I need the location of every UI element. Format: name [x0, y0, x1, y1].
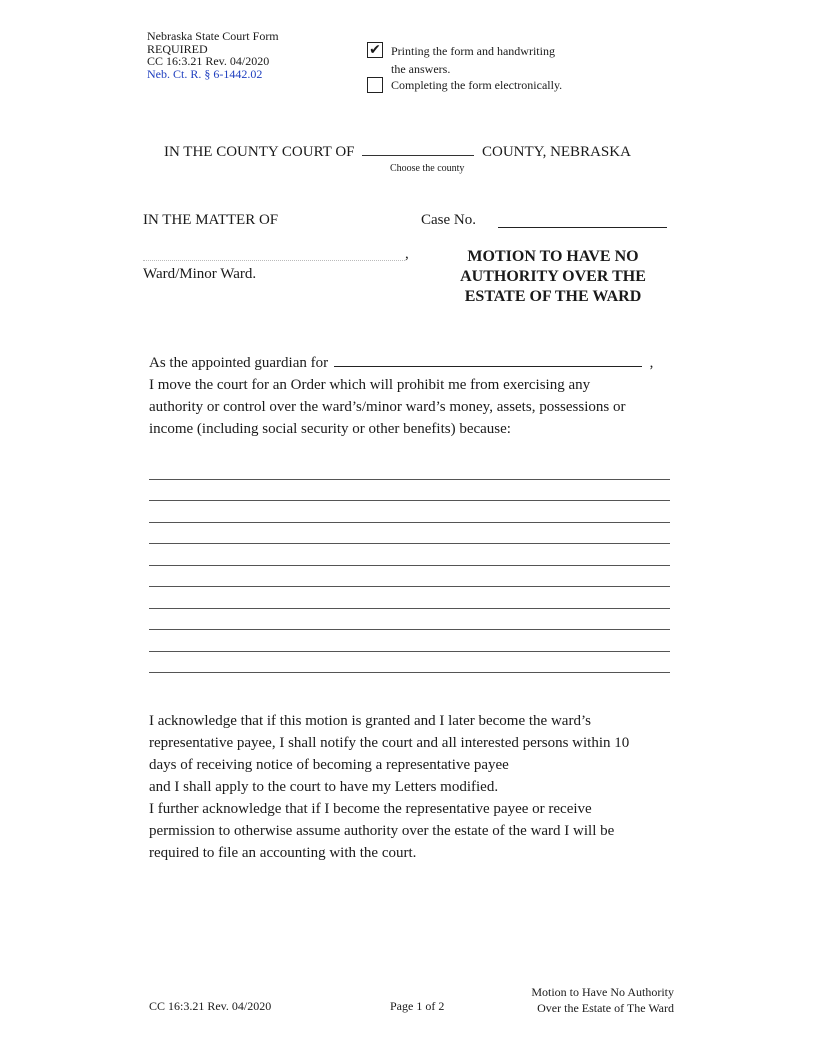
ack-line: required to file an accounting with the court.	[149, 845, 417, 861]
reason-line[interactable]	[149, 672, 670, 673]
reason-line[interactable]	[149, 586, 670, 587]
print-option-checkbox[interactable]	[367, 42, 383, 58]
motion-line: I move the court for an Order which will prohibit me from exercising any	[149, 377, 591, 393]
court-rule-link[interactable]: Neb. Ct. R. § 6-1442.02	[147, 66, 263, 81]
electronic-option-label: Completing the form electronically.	[391, 78, 563, 92]
reason-line[interactable]	[149, 500, 670, 501]
ack-line: representative payee, I shall notify the court and all interested persons within 10	[149, 735, 630, 751]
footer-page-number: Page 1 of 2	[390, 999, 445, 1013]
ack-line: I acknowledge that if this motion is granted and I later become the ward’s	[149, 713, 591, 729]
electronic-option-checkbox[interactable]	[367, 77, 383, 93]
ward-name-guardian-input[interactable]	[334, 352, 642, 367]
form-header	[147, 30, 279, 80]
county-input[interactable]	[362, 141, 474, 156]
court-suffix: COUNTY, NEBRASKA	[482, 144, 631, 160]
ack-line: I further acknowledge that if I become the representative payee or receive	[149, 801, 592, 817]
reason-line[interactable]	[149, 479, 670, 480]
footer-form-id: CC 16:3.21 Rev. 04/2020	[149, 999, 272, 1013]
court-prefix: IN THE COUNTY COURT OF	[164, 144, 355, 160]
ack-line: days of receiving notice of becoming a representative payee	[149, 757, 509, 773]
ward-name-comma: ,	[405, 246, 409, 262]
motion-title: MOTION TO HAVE NO AUTHORITY OVER THE ESTATE OF THE WARD	[460, 248, 646, 305]
acknowledgment	[149, 710, 689, 864]
check-mark-icon: ✔	[369, 42, 381, 58]
ward-name-input[interactable]	[143, 260, 405, 261]
reason-line[interactable]	[149, 522, 670, 523]
reason-line[interactable]	[149, 629, 670, 630]
reason-line[interactable]	[149, 565, 670, 566]
header-required: REQUIRED	[147, 41, 208, 56]
guardian-line: As the appointed guardian for ,	[149, 352, 689, 374]
ward-label: Ward/Minor Ward.	[143, 266, 257, 282]
reason-line[interactable]	[149, 543, 670, 544]
matter-label: IN THE MATTER OF	[143, 212, 279, 228]
print-option-label: Printing the form and handwriting the answers.	[391, 44, 555, 76]
footer-doc-title: Motion to Have No Authority Over the Estate of The Ward	[531, 985, 674, 1015]
court-caption	[164, 141, 631, 161]
motion-line: authority or control over the ward’s/minor ward’s money, assets, possessions or	[149, 399, 626, 415]
motion-statement	[149, 352, 689, 440]
header-form-name: Nebraska State Court Form	[147, 29, 279, 43]
header-form-id: CC 16:3.21 Rev. 04/2020	[147, 54, 270, 68]
ack-line: and I shall apply to the court to have my Letters modified.	[149, 779, 499, 795]
reason-line[interactable]	[149, 608, 670, 609]
case-no-label: Case No.	[421, 212, 476, 228]
county-hint: Choose the county	[390, 163, 465, 174]
ack-line: permission to otherwise assume authority over the estate of the ward I will be	[149, 823, 615, 839]
reason-line[interactable]	[149, 651, 670, 652]
case-no-input[interactable]	[498, 227, 667, 228]
motion-line: income (including social security or other benefits) because:	[149, 421, 511, 437]
